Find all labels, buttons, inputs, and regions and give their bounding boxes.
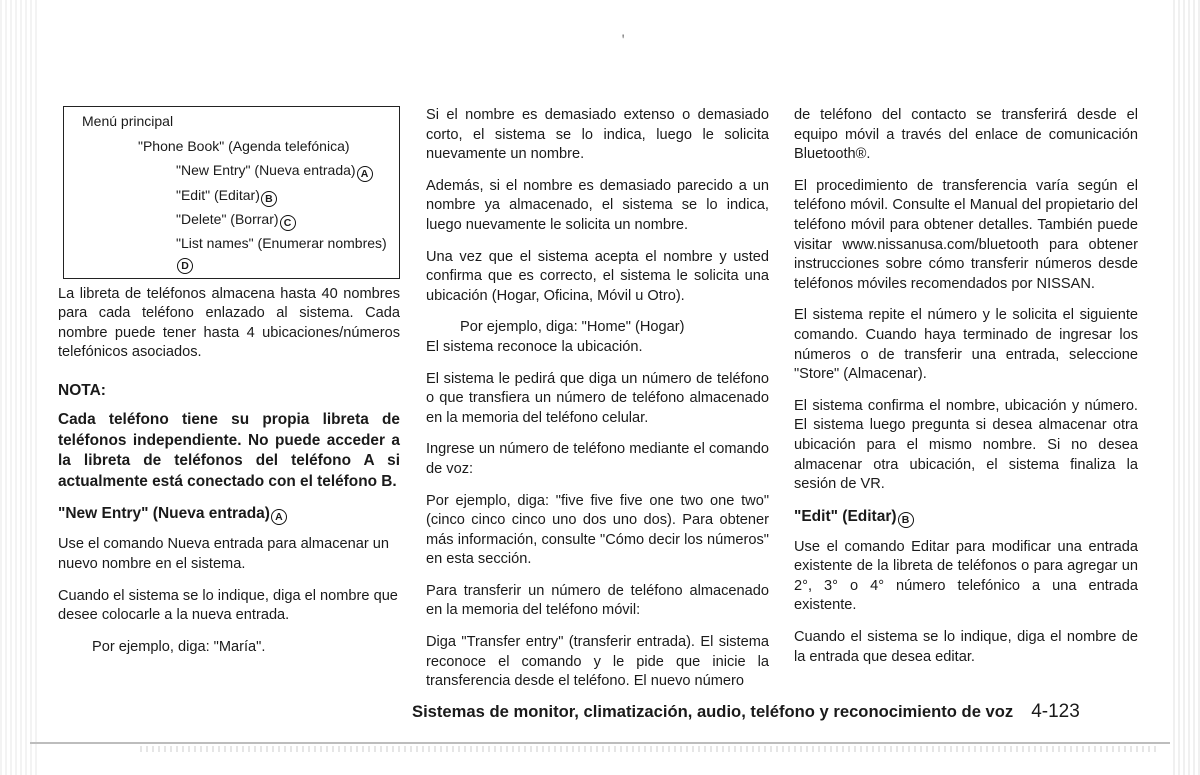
section-heading-edit: "Edit" (Editar) B bbox=[794, 507, 1138, 528]
paragraph-edit-prompt: Cuando el sistema se lo indique, diga el nombre de la entrada que desea editar. bbox=[794, 629, 1138, 665]
footer-section-title: Sistemas de monitor, climatización, audio, teléfono y reconocimiento de voz bbox=[412, 702, 1014, 721]
nota-label: NOTA: bbox=[58, 381, 106, 399]
paragraph-transfer-entry: Diga "Transfer entry" (transferir entrada). El sistema reconoce el comando y le pide que inicie la transferencia desde el teléfono. El nuevo número bbox=[426, 634, 769, 690]
menu-item-new-entry: "New Entry" (Nueva entrada) A bbox=[82, 158, 391, 183]
page-footer bbox=[412, 701, 1080, 723]
paragraph-new-entry-command: Use el comando Nueva entrada para almacenar un nuevo nombre en el sistema. bbox=[58, 536, 389, 573]
circle-d-marker: D bbox=[177, 258, 193, 274]
paragraph-store: El sistema repite el número y le solicita el siguiente comando. Cuando haya terminado de ingresar los números o de transferir una entrada, seleccione "Store" (Almacenar). bbox=[794, 307, 1138, 383]
paragraph-transfer-procedure: El procedimiento de transferencia varía según el teléfono móvil. Consulte el Manual del propietario del teléfono móvil para obtener detalles. También puede visitar www.nissanusa.com/bluetooth para obtener instrucciones sobre cómo transferir números desde teléfonos móviles recomendados por NISSAN. bbox=[794, 177, 1138, 292]
scan-noise bbox=[140, 746, 1160, 752]
page-number: 4-123 bbox=[1031, 701, 1080, 722]
paragraph-location-recognized: El sistema reconoce la ubicación. bbox=[426, 338, 643, 355]
menu-item-phone-book: "Phone Book" (Agenda telefónica) bbox=[138, 137, 350, 154]
scan-speck: ꞌ bbox=[622, 32, 625, 46]
section-heading-new-entry: "New Entry" (Nueva entrada) A bbox=[58, 504, 400, 525]
scan-edge-left bbox=[0, 0, 38, 775]
circle-b-marker: B bbox=[898, 512, 914, 528]
paragraph-example-maria: Por ejemplo, diga: "María". bbox=[92, 638, 266, 655]
menu-item-edit: "Edit" (Editar) B bbox=[82, 183, 391, 208]
paragraph-confirm: El sistema confirma el nombre, ubicación y número. El sistema luego pregunta si desea almacenar otra ubicación para el mismo nombre. Si no desea almacenar otra ubicación, el sistema finaliza la sesión de VR. bbox=[794, 397, 1138, 493]
menu-tree-box bbox=[63, 106, 400, 279]
column-3 bbox=[794, 106, 1138, 679]
paragraph-name-length: Si el nombre es demasiado extenso o demasiado corto, el sistema se lo indica, luego le solicita nuevamente un nombre. bbox=[426, 107, 769, 163]
paragraph-voice-entry: Ingrese un número de teléfono mediante el comando de voz: bbox=[426, 441, 769, 477]
nota-text: Cada teléfono tiene su propia libreta de teléfonos independiente. No puede acceder a la libreta de teléfonos del teléfono A si actualmente está conectado con el teléfono B. bbox=[58, 411, 400, 490]
column-1 bbox=[58, 106, 400, 669]
circle-a-marker: A bbox=[271, 509, 287, 525]
paragraph-edit-command: Use el comando Editar para modificar una entrada existente de la libreta de teléfonos o para agregar un 2°, 3° o 4° número telefónico a una entrada existente. bbox=[794, 538, 1138, 614]
paragraph-bluetooth-transfer: de teléfono del contacto se transferirá desde el equipo móvil a través del enlace de comunicación Bluetooth®. bbox=[794, 107, 1138, 163]
paragraph-location-request: Una vez que el sistema acepta el nombre y usted confirma que es correcto, el sistema le solicita una ubicación (Hogar, Oficina, Móvil u Otro). bbox=[426, 248, 769, 304]
menu-item-delete: "Delete" (Borrar) C bbox=[82, 207, 391, 232]
circle-b-marker: B bbox=[261, 191, 277, 207]
column-2 bbox=[426, 106, 769, 704]
menu-item-list-names: "List names" (Enumerar nombres)D bbox=[176, 234, 387, 272]
paragraph-number-request: El sistema le pedirá que diga un número de teléfono o que transfiera un número de teléfono almacenado en la memoria del teléfono celular. bbox=[426, 370, 769, 426]
bottom-rule bbox=[30, 742, 1170, 744]
circle-a-marker: A bbox=[357, 166, 373, 182]
paragraph-new-entry-prompt: Cuando el sistema se lo indique, diga el nombre que desee colocarle a la nueva entrada. bbox=[58, 587, 398, 624]
paragraph-phonebook-capacity: La libreta de teléfonos almacena hasta 40 nombres para cada teléfono enlazado al sistema. Cada nombre puede tener hasta 4 ubicaciones/números telefónicos asociados. bbox=[58, 285, 400, 361]
paragraph-example-home: Por ejemplo, diga: "Home" (Hogar) bbox=[460, 319, 685, 336]
menu-title: Menú principal bbox=[82, 113, 174, 129]
paragraph-transfer-intro: Para transferir un número de teléfono almacenado en la memoria del teléfono móvil: bbox=[426, 582, 769, 619]
paragraph-name-similar: Además, si el nombre es demasiado parecido a un nombre ya almacenado, el sistema se lo indica, luego nuevamente le solicita un nombre. bbox=[426, 177, 769, 233]
paragraph-example-number: Por ejemplo, diga: "five five five one two one two" (cinco cinco cinco uno dos uno dos). Para obtener más información, consulte "Cómo decir los números" en esta sección. bbox=[426, 492, 769, 568]
scan-edge-right bbox=[1170, 0, 1200, 775]
circle-c-marker: C bbox=[280, 215, 296, 231]
